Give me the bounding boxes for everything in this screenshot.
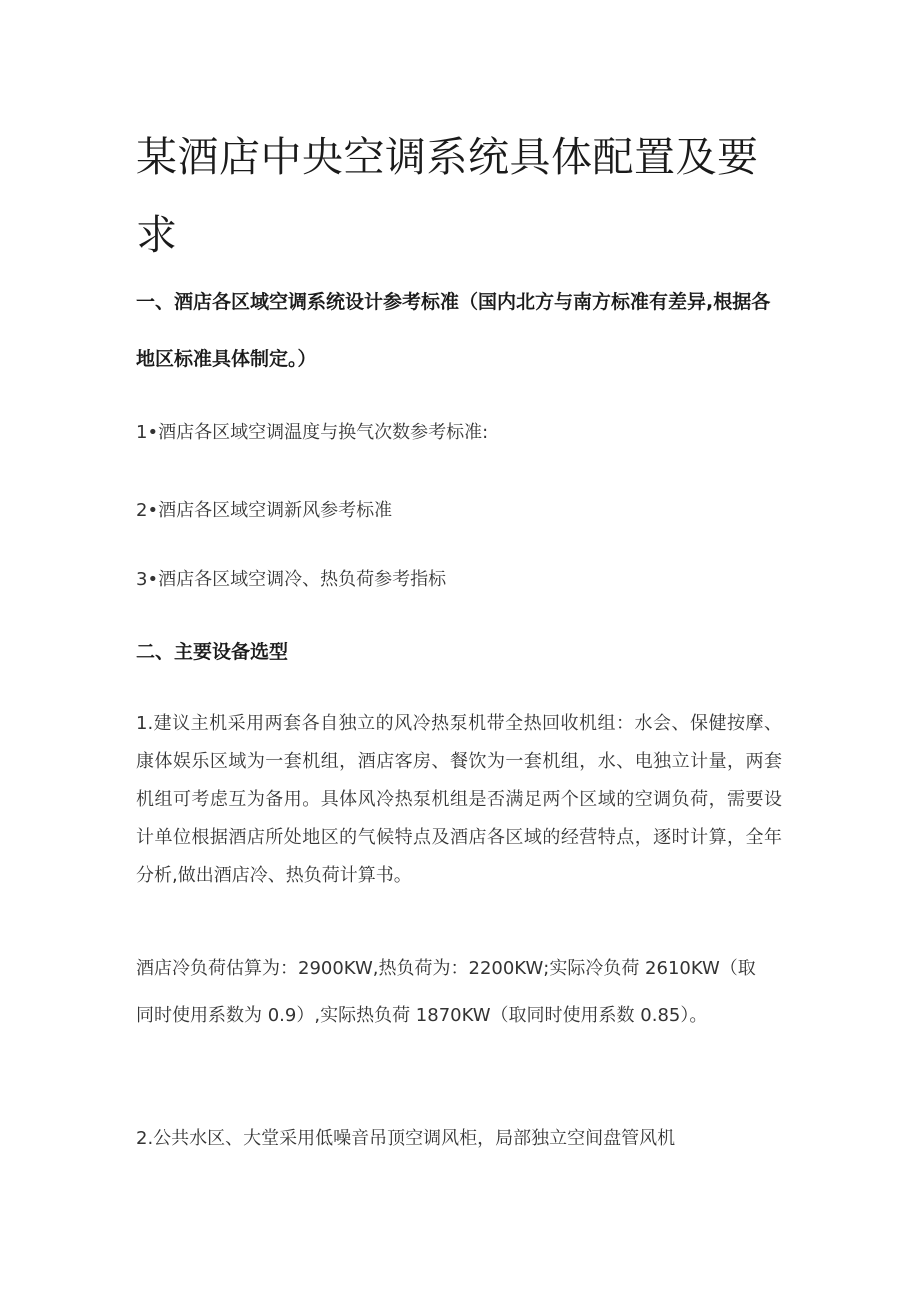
section-2-paragraph-1: 1.建议主机采用两套各自独立的风冷热泵机带全热回收机组：水会、保健按摩、康体娱乐区域为一套机组，酒店客房、餐饮为一套机组，水、电独立计量，两套机组可考虑互为备用。具体风冷热泵机组是否满足两个区域的空调负荷，需要设计单位根据酒店所处地区的气候特点及酒店各区域的经营特点，逐时计算，全年分析,做出酒店冷、热负荷计算书。 (136, 713, 782, 886)
section-1-item-1: 1•酒店各区域空调温度与换气次数参考标准: (136, 422, 489, 443)
section-2-heading: 二、主要设备选型 (136, 641, 289, 663)
document-title: 某酒店中央空调系统具体配置及要求 (136, 133, 759, 259)
section-1-item-3: 3•酒店各区域空调冷、热负荷参考指标 (136, 569, 447, 590)
section-1-item-2: 2•酒店各区域空调新风参考标准 (136, 500, 393, 521)
section-1-heading: 一、酒店各区域空调系统设计参考标准（国内北方与南方标准有差异,根据各地区标准具体制定。） (136, 291, 771, 370)
section-2-load-estimate: 酒店冷负荷估算为：2900KW,热负荷为：2200KW;实际冷负荷 2610KW（取同时使用系数为 0.9）,实际热负荷 1870KW（取同时使用系数 0.85）。 (136, 958, 756, 1026)
section-2-paragraph-2: 2.公共水区、大堂采用低噪音吊顶空调风柜，局部独立空间盘管风机 (136, 1128, 676, 1149)
